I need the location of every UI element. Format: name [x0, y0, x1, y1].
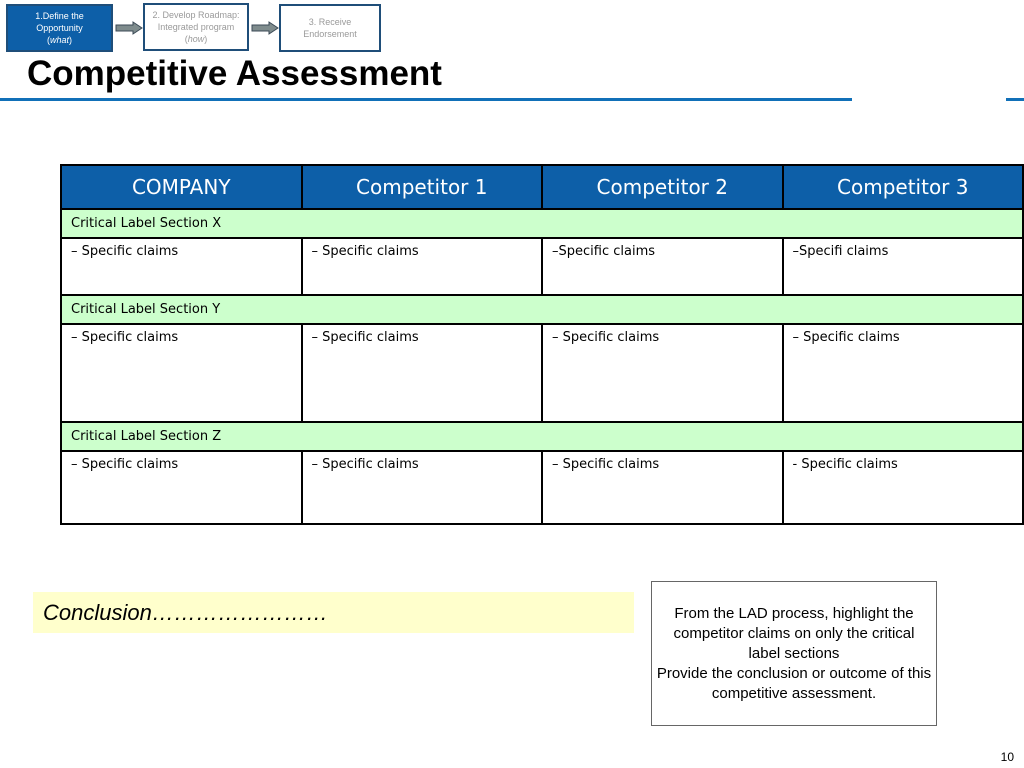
claim-cell: – Specific claims	[783, 324, 1024, 422]
table-header-row	[61, 165, 1023, 209]
section-row	[61, 209, 1023, 238]
title-divider-end	[1006, 98, 1024, 101]
assessment-table	[60, 164, 1024, 525]
section-label-x: Critical Label Section X	[61, 209, 1023, 238]
header-competitor-2: Competitor 2	[542, 165, 783, 209]
section-row	[61, 422, 1023, 451]
process-step-sub: how	[187, 34, 205, 44]
claim-cell: – Specific claims	[61, 324, 302, 422]
claim-cell: – Specific claims	[61, 238, 302, 295]
claim-cell: – Specific claims	[302, 451, 543, 524]
header-competitor-1: Competitor 1	[302, 165, 543, 209]
claim-cell: –Specific claims	[542, 238, 783, 295]
title-divider	[0, 98, 852, 101]
claim-cell: – Specific claims	[302, 238, 543, 295]
claim-cell: – Specific claims	[542, 451, 783, 524]
header-company: COMPANY	[61, 165, 302, 209]
note-line-1: From the LAD process, highlight the competitor claims on only the critical label sections	[673, 604, 915, 662]
section-label-y: Critical Label Section Y	[61, 295, 1023, 324]
arrow-right-icon	[251, 21, 279, 35]
table-row	[61, 324, 1023, 422]
conclusion-box	[33, 592, 634, 633]
process-step-label: 1.Define the Opportunity	[35, 11, 84, 33]
claim-cell: – Specific claims	[61, 451, 302, 524]
table-row	[61, 238, 1023, 295]
process-step-define: 1.Define the Opportunity (what)	[6, 4, 113, 52]
header-competitor-3: Competitor 3	[783, 165, 1024, 209]
section-row	[61, 295, 1023, 324]
process-step-sub: what	[49, 35, 69, 45]
claim-cell: –Specifi claims	[783, 238, 1024, 295]
process-step-roadmap: 2. Develop Roadmap: Integrated program (how)	[143, 3, 249, 51]
section-label-z: Critical Label Section Z	[61, 422, 1023, 451]
process-step-label: 2. Develop Roadmap: Integrated program	[152, 10, 240, 32]
page-title: Competitive Assessment	[27, 54, 442, 93]
process-step-label: 3. Receive Endorsement	[303, 17, 357, 39]
arrow-right-icon	[115, 21, 143, 35]
claim-cell: - Specific claims	[783, 451, 1024, 524]
conclusion-text: Conclusion……………………	[43, 599, 328, 625]
note-line-2: Provide the conclusion or outcome of this competitive assessment.	[656, 664, 932, 702]
table-row	[61, 451, 1023, 524]
instruction-note	[651, 581, 937, 726]
process-step-endorsement	[279, 4, 381, 52]
claim-cell: – Specific claims	[542, 324, 783, 422]
page-number: 10	[1000, 750, 1014, 764]
claim-cell: – Specific claims	[302, 324, 543, 422]
